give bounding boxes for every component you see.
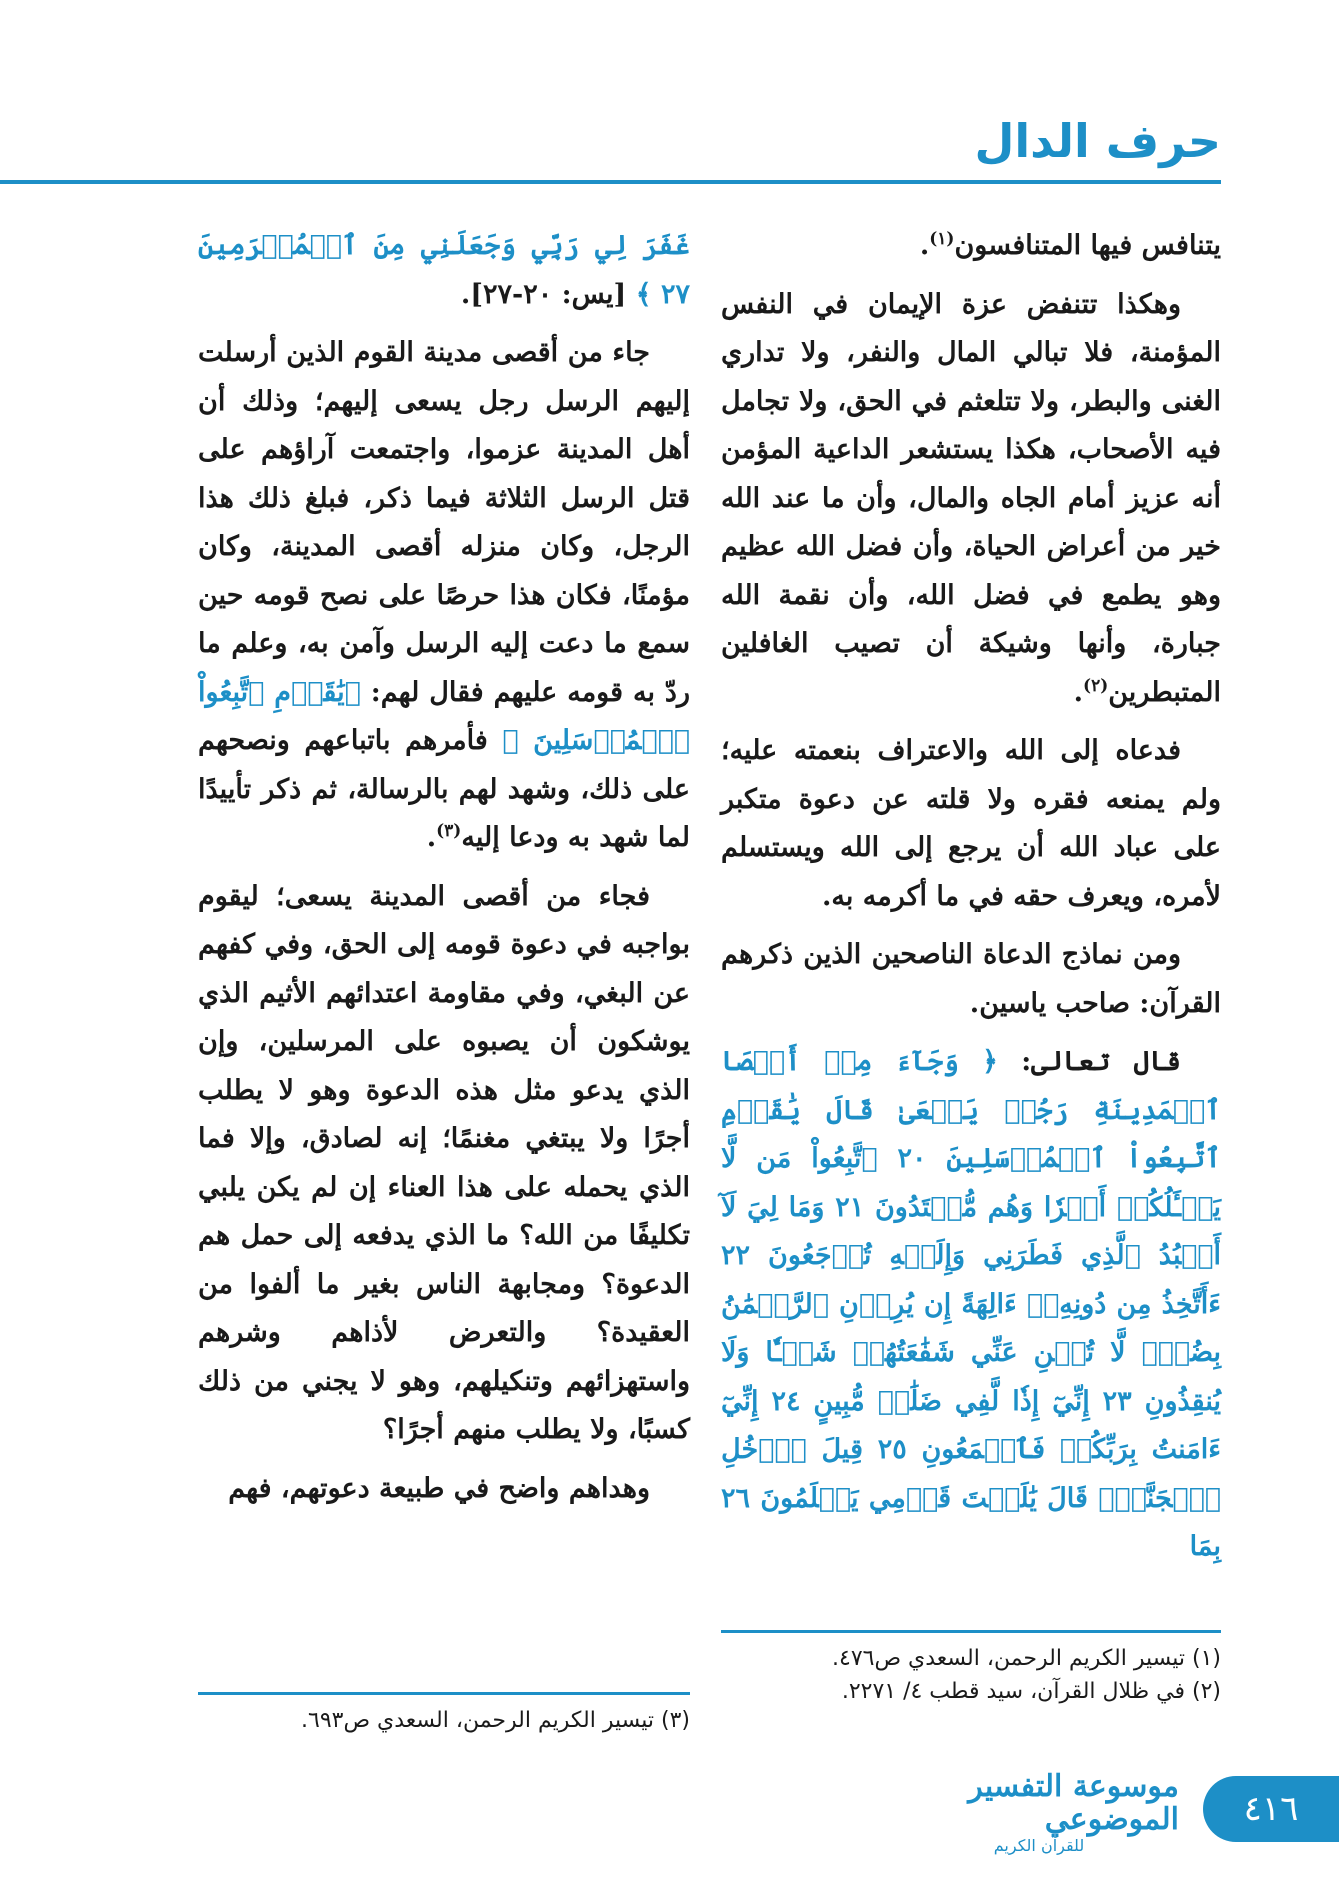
footnote: (٣) تيسير الكريم الرحمن، السعدي ص٦٩٣. (301, 1708, 690, 1733)
paragraph: وهداهم واضح في طبيعة دعوتهم، فهم (228, 1472, 650, 1504)
paragraph: وهكذا تتنفض عزة الإيمان في النفس المؤمنة، فلا تبالي المال والنفر، ولا تداري الغنى والبطر، ولا تتلعثم في الحق، ولا تجامل فيه الأصحاب، هكذا يستشعر الداعية المؤمن أنه عزيز أمام الجاه والمال، وأن ما عند الله خير من أعراض الحياة، وأن فضل الله عظيم وهو يطمع في فضل الله، وأن نقمة الله جبارة، وأنها وشيكة أن تصيب الغافلين المتبطرين$^{(٢)}$. (721, 288, 1221, 708)
paragraph: ومن نماذج الدعاة الناصحين الذين ذكرهم القرآن: صاحب ياسين. (721, 939, 1221, 1019)
footnote: (١) تيسير الكريم الرحمن، السعدي ص٤٧٦. (832, 1646, 1221, 1671)
page-number: ٤١٦ (1203, 1776, 1339, 1842)
paragraph: فجاء من أقصى المدينة يسعى؛ ليقوم بواجبه في دعوة قومه إلى الحق، وفي كفهم عن البغي، وفي مقاومة اعتدائهم الأثيم الذي يوشكون أن يصبوه على المرسلين، وإن الذي يدعو مثل هذه الدعوة وهو لا يطلب أجرًا ولا يبتغي مغنمًا؛ إنه لصادق، وإلا فما الذي يحمله على هذا العناء إن لم يكن يلبي تكليفًا من الله؟ ما الذي يدفعه إلى حمل هم الدعوة؟ ومجابهة الناس بغير ما ألفوا من العقيدة؟ والتعرض لأذاهم وشرهم واستهزائهم وتنكيلهم، وهو لا يجني من ذلك كسبًا، ولا يطلب منهم أجرًا؟ (198, 880, 690, 1445)
chapter-title: حرف الدال (974, 114, 1221, 168)
footnote-divider (721, 1630, 1221, 1633)
right-column (721, 222, 1221, 1582)
verse-citation: [يس: ٢٠-٢٧]. (460, 278, 627, 310)
encyclopedia-logo (899, 1769, 1179, 1856)
paragraph: يتنافس فيها المتنافسون$^{(١)}$. (919, 229, 1221, 261)
left-column (198, 222, 690, 1523)
footnotes-right (721, 1642, 1221, 1708)
paragraph: جاء من أقصى مدينة القوم الذين أرسلت إليهم الرسل رجل يسعى إليهم؛ وذلك أن أهل المدينة عزموا، واجتمعت آراؤهم على قتل الرسل الثلاثة فيما ذكر، فبلغ ذلك هذا الرجل، وكان منزله أقصى المدينة، وكان مؤمنًا، فكان هذا حرصًا على نصح قومه حين سمع ما دعت إليه الرسل وآمن به، وعلم ما ردّ به قومه عليهم فقال لهم: ﴿يَٰقَوۡمِ ٱتَّبِعُواْ ٱلۡمُرۡسَلِينَ ﴾ فأمرهم باتباعهم ونصحهم على ذلك، وشهد لهم بالرسالة، ثم ذكر تأييدًا لما شهد به ودعا إليه$^{(٣)}$. (198, 337, 690, 853)
footnote-ref[interactable]: (١) (929, 229, 955, 249)
quran-verse: ﴿ وَجَآءَ مِنۡ أَقۡصَا ٱلۡمَدِينَةِ رَجُلٞ يَسۡعَىٰ قَالَ يَٰقَوۡمِ ٱتَّبِعُواْ ٱلۡمُرۡسَلِينَ ٢٠ ٱتَّبِعُواْ مَن لَّا يَسۡـَٔلُكُمۡ أَجۡرٗا وَهُم مُّهۡتَدُونَ ٢١ وَمَا لِيَ لَآ أَعۡبُدُ ٱلَّذِي فَطَرَنِي وَإِلَيۡهِ تُرۡجَعُونَ ٢٢ ءَأَتَّخِذُ مِن دُونِهِۦٓ ءَالِهَةً إِن يُرِدۡنِ ٱلرَّحۡمَٰنُ بِضُرّٖ لَّا تُغۡنِ عَنِّي شَفَٰعَتُهُمۡ شَيۡـٔٗا وَلَا يُنقِذُونِ ٢٣ إِنِّيٓ إِذٗا لَّفِي ضَلَٰلٖ مُّبِينٍ ٢٤ إِنِّيٓ ءَامَنتُ بِرَبِّكُمۡ فَٱسۡمَعُونِ ٢٥ قِيلَ ٱدۡخُلِ ٱلۡجَنَّةَۖ قَالَ يَٰلَيۡتَ قَوۡمِي يَعۡلَمُونَ ٢٦ بِمَا (721, 1046, 1221, 1562)
logo-subtitle: للقرآن الكريم (993, 1836, 1085, 1856)
logo-title: موسوعة التفسير الموضوعي (968, 1769, 1179, 1838)
header-divider (0, 180, 1221, 184)
quran-verse: ﴿يَٰقَوۡمِ ٱتَّبِعُواْ ٱلۡمُرۡسَلِينَ ﴾ (198, 676, 690, 756)
footnote-ref[interactable]: (٢) (1083, 675, 1109, 696)
paragraph: فدعاه إلى الله والاعتراف بنعمته عليه؛ ولم يمنعه فقره ولا قلته عن دعوة متكبر على عباد الله أن يرجع إلى الله ويستسلم لأمره، ويعرف حقه في ما أكرمه به. (721, 735, 1221, 912)
paragraph (198, 222, 690, 319)
footnote-ref[interactable]: (٣) (436, 821, 462, 841)
footnotes-left (198, 1704, 690, 1737)
footnote-divider (198, 1692, 690, 1695)
footnote: (٢) في ظلال القرآن، سيد قطب ٤/ ٢٢٧١. (841, 1679, 1221, 1704)
quran-verse: غَفَرَ لِي رَبِّي وَجَعَلَنِي مِنَ ٱلۡمُكۡرَمِينَ ٢٧ ﴾ (198, 230, 690, 310)
paragraph: قال تعالى: ﴿ وَجَآءَ مِنۡ أَقۡصَا ٱلۡمَدِينَةِ رَجُلٞ يَسۡعَىٰ قَالَ يَٰقَوۡمِ ٱتَّبِعُواْ ٱلۡمُرۡسَلِينَ ٢٠ ٱتَّبِعُواْ مَن لَّا يَسۡـَٔلُكُمۡ أَجۡرٗا وَهُم مُّهۡتَدُونَ ٢١ وَمَا لِيَ لَآ أَعۡبُدُ ٱلَّذِي فَطَرَنِي وَإِلَيۡهِ تُرۡجَعُونَ ٢٢ ءَأَتَّخِذُ مِن دُونِهِۦٓ ءَالِهَةً إِن يُرِدۡنِ ٱلرَّحۡمَٰنُ بِضُرّٖ لَّا تُغۡنِ عَنِّي شَفَٰعَتُهُمۡ شَيۡـٔٗا وَلَا يُنقِذُونِ ٢٣ إِنِّيٓ إِذٗا لَّفِي ضَلَٰلٖ مُّبِينٍ ٢٤ إِنِّيٓ ءَامَنتُ بِرَبِّكُمۡ فَٱسۡمَعُونِ ٢٥ قِيلَ ٱدۡخُلِ ٱلۡجَنَّةَۖ قَالَ يَٰلَيۡتَ قَوۡمِي يَعۡلَمُونَ ٢٦ بِمَا (721, 1046, 1221, 1562)
